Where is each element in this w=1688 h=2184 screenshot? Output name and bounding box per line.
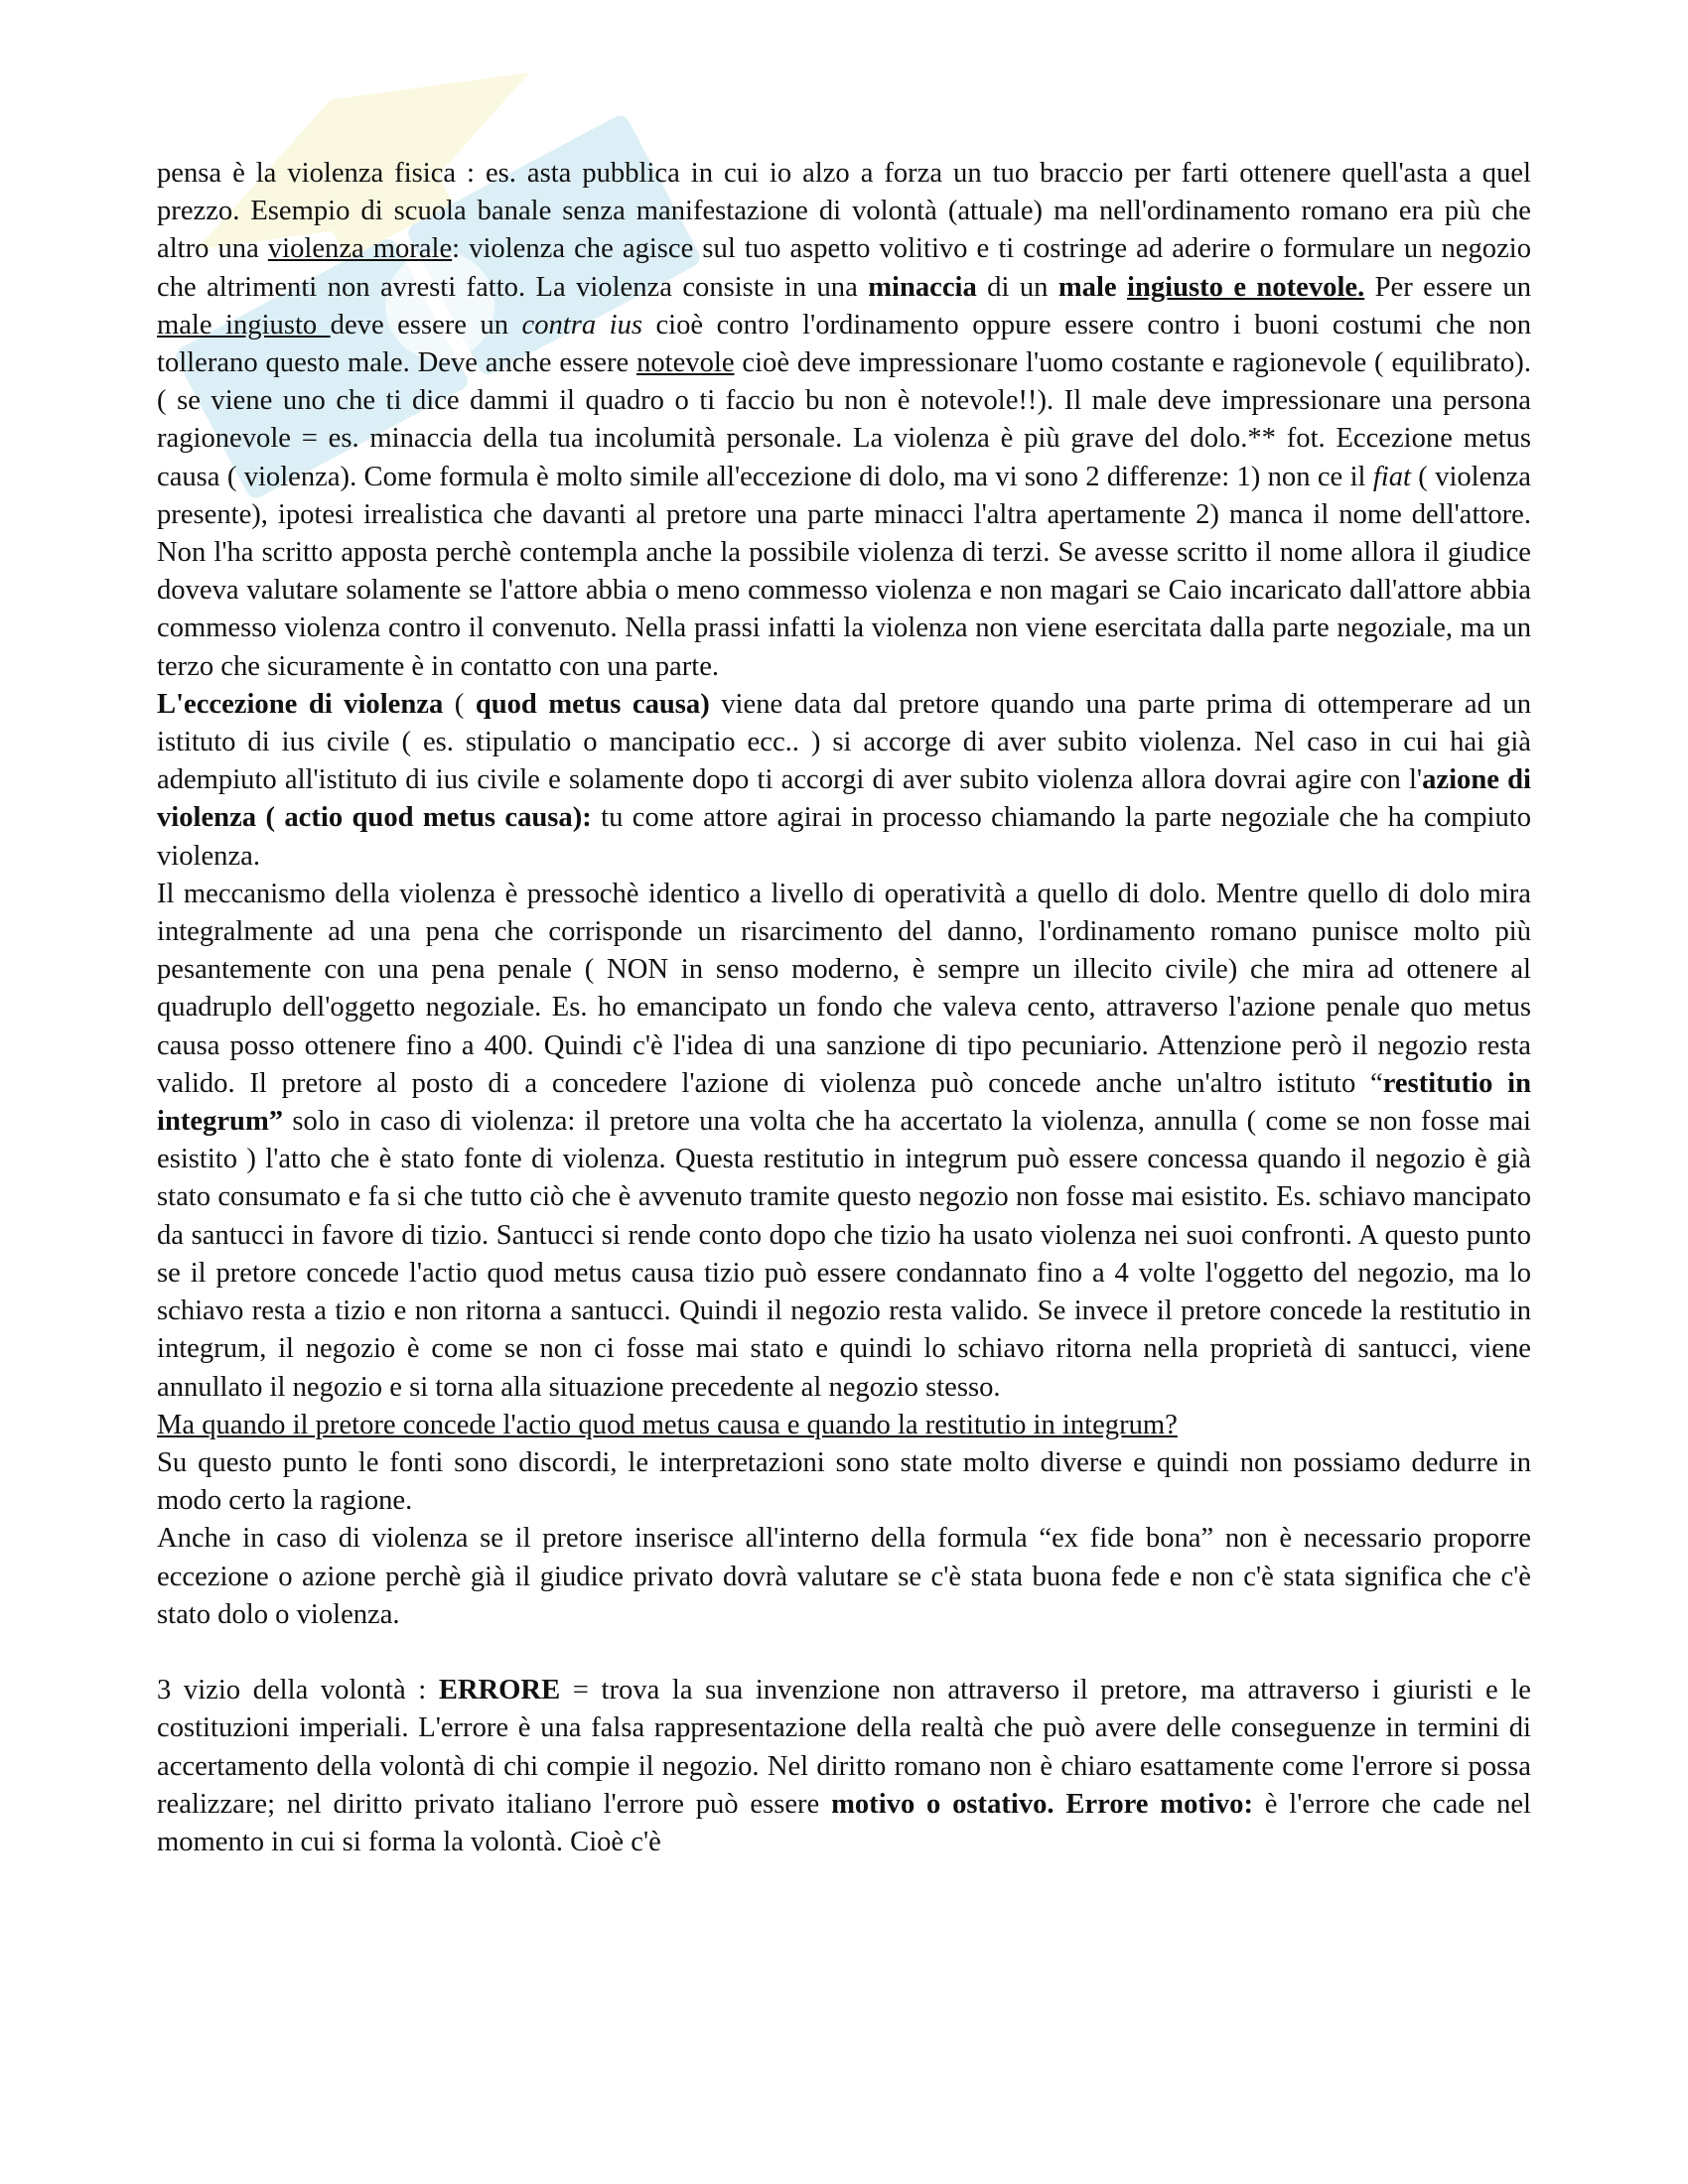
text-run: 3 vizio della volontà : xyxy=(157,1675,439,1706)
text-run: : violenza che agisce sul tuo aspetto volitivo e ti costringe ad aderire o formulare un negozio che altrimenti non avresti fatto. La violenza consiste in una xyxy=(157,233,1532,303)
text-run: solo in caso di violenza: il pretore una volta che ha accertato la violenza, annulla ( come se non fosse mai esistito ) l'atto che è stato fonte di violenza. Questa restitutio in integrum può essere concessa quando il negozio è già stato consumato e fa si che tutto ciò che è avvenuto tramite questo negozio non fosse mai esistito. Es. schiavo mancipato da santucci in favore di tizio. Santucci si rende conto dopo che tizio ha usato violenza nei suoi confronti. A questo punto se il pretore concede l'actio quod metus causa tizio può essere condannato fino a 4 volte l'oggetto del negozio, ma lo schiavo resta a tizio e non ritorna a santucci. Quindi il negozio resta valido. Se invece il pretore concede la restitutio in integrum, il negozio è come se non ci fosse mai stato e quindi lo schiavo ritorna nella proprietà di santucci, viene annullato il negozio e si torna alla situazione precedente al negozio stesso. xyxy=(157,1106,1531,1403)
paragraph xyxy=(157,686,1531,876)
text-run: contra ius xyxy=(521,309,643,341)
paragraph xyxy=(157,1672,1531,1861)
text-run: fiat xyxy=(1372,461,1411,492)
text-run: L'eccezione di violenza xyxy=(157,688,444,720)
paragraph xyxy=(157,155,1531,686)
text-run: = trova la sua invenzione non attraverso il pretore, ma attraverso i giuristi e le costituzioni imperiali. L'errore è una falsa rappresentazione della realtà che può avere delle conseguenze in termini di accertamento della volontà di chi compie il negozio. Nel diritto romano non è chiaro esattamente come l'errore si possa realizzare; nel diritto privato italiano l'errore può essere xyxy=(157,1675,1531,1820)
text-run: cioè contro l'ordinamento oppure essere contro i buoni costumi che non tollerano questo male. Deve anche essere xyxy=(157,309,1531,379)
text-run: azione di violenza ( actio quod metus causa): xyxy=(157,764,1531,834)
text-run: ( violenza presente), ipotesi irrealistica che davanti al pretore una parte minacci l'altra apertamente 2) manca il nome dell'attore. Non l'ha scritto apposta perchè contempla anche la possibile violenza di terzi. Se avesse scritto il nome allora il giudice doveva valutare solamente se l'attore abbia o meno commesso violenza e non magari se Caio incaricato dall'attore abbia commesso violenza contro il convenuto. Nella prassi infatti la violenza non viene esercitata dalla parte negoziale, ma un terzo che sicuramente è in contatto con una parte. xyxy=(157,461,1532,682)
text-run: pensa è la violenza fisica : es. asta pubblica in cui io alzo a forza un tuo braccio per farti ottenere quell'asta a quel prezzo. Esempio di scuola banale senza manifestazione di volontà (attuale) ma nell'ordinamento romano era più che altro una xyxy=(157,158,1531,265)
text-run: motivo o ostativo. xyxy=(831,1788,1055,1820)
text-run: notevole xyxy=(636,347,735,379)
text-run: deve essere un xyxy=(330,309,522,341)
text-run: minaccia xyxy=(868,271,977,303)
text-run: Ma quando il pretore concede l'actio quod metus causa e quando la restitutio in integrum? xyxy=(157,1409,1178,1440)
document-body xyxy=(157,155,1531,1861)
text-run: Il meccanismo della violenza è pressochè identico a livello di operatività a quello di dolo. Mentre quello di dolo mira integralmente ad una pena che corrisponde un risarcimento del danno, l'ordinamento romano punisce molto più pesantemente con una pena penale ( NON in senso moderno, è sempre un illecito civile) che mira ad ottenere al quadruplo dell'oggetto negoziale. Es. ho emancipato un fondo che valeva cento, attraverso l'azione penale quo metus causa posso ottenere fino a 400. Quindi c'è l'idea di una sanzione di tipo pecuniario. Attenzione però il negozio resta valido. Il pretore al posto di a concedere l'azione di violenza può concede anche un'altro istituto “ xyxy=(157,878,1531,1099)
paragraph xyxy=(157,1407,1531,1444)
text-run: male ingiusto xyxy=(157,309,331,341)
text-run: tu come attore agirai in processo chiamando la parte negoziale che ha compiuto violenza. xyxy=(157,802,1531,872)
paragraph xyxy=(157,1520,1531,1634)
text-run: restitutio in integrum” xyxy=(157,1067,1531,1138)
text-run: quod metus causa) xyxy=(475,688,710,720)
text-run: è l'errore che cade nel momento in cui si forma la volontà. Cioè c'è xyxy=(157,1788,1531,1857)
text-run xyxy=(1055,1789,1066,1820)
text-run: violenza morale xyxy=(267,233,453,265)
text-run: ( xyxy=(443,688,476,720)
text-run: Per essere un xyxy=(1364,271,1532,303)
text-run: Su questo punto le fonti sono discordi, le interpretazioni sono state molto diverse e quindi non possiamo dedurre in modo certo la ragione. xyxy=(157,1446,1531,1517)
text-run: male xyxy=(1057,271,1117,303)
text-run: di un xyxy=(976,271,1058,303)
text-run: Errore motivo: xyxy=(1065,1788,1253,1820)
text-run: ERRORE xyxy=(438,1675,561,1706)
text-run: Anche in caso di violenza se il pretore inserisce all'interno della formula “ex fide bona” non è necessario proporre eccezione o azione perchè già il giudice privato dovrà valutare se c'è stata buona fede e non c'è stata significa che c'è stato dolo o violenza. xyxy=(157,1523,1531,1630)
text-run: viene data dal pretore quando una parte prima di ottemperare ad un istituto di ius civile ( es. stipulatio o mancipatio ecc.. ) si accorge di aver subito violenza. Nel caso in cui hai già adempiuto all'istituto di ius civile e solamente dopo ti accorgi di aver subito violenza allora dovrai agire con l' xyxy=(157,688,1532,796)
text-run xyxy=(1117,272,1127,303)
paragraph xyxy=(157,1444,1531,1520)
text-run: cioè deve impressionare l'uomo costante e ragionevole ( equilibrato). ( se viene uno che ti dice dammi il quadro o ti faccio bu non è notevole!!). Il male deve impressionare una persona ragionevole = es. minaccia della tua incolumità personale. La violenza è più grave del dolo.** fot. Eccezione metus causa ( violenza). Come formula è molto simile all'eccezione di dolo, ma vi sono 2 differenze: 1) non ce il xyxy=(157,347,1531,492)
text-run: ingiusto e notevole. xyxy=(1127,271,1365,303)
paragraph xyxy=(157,876,1531,1407)
